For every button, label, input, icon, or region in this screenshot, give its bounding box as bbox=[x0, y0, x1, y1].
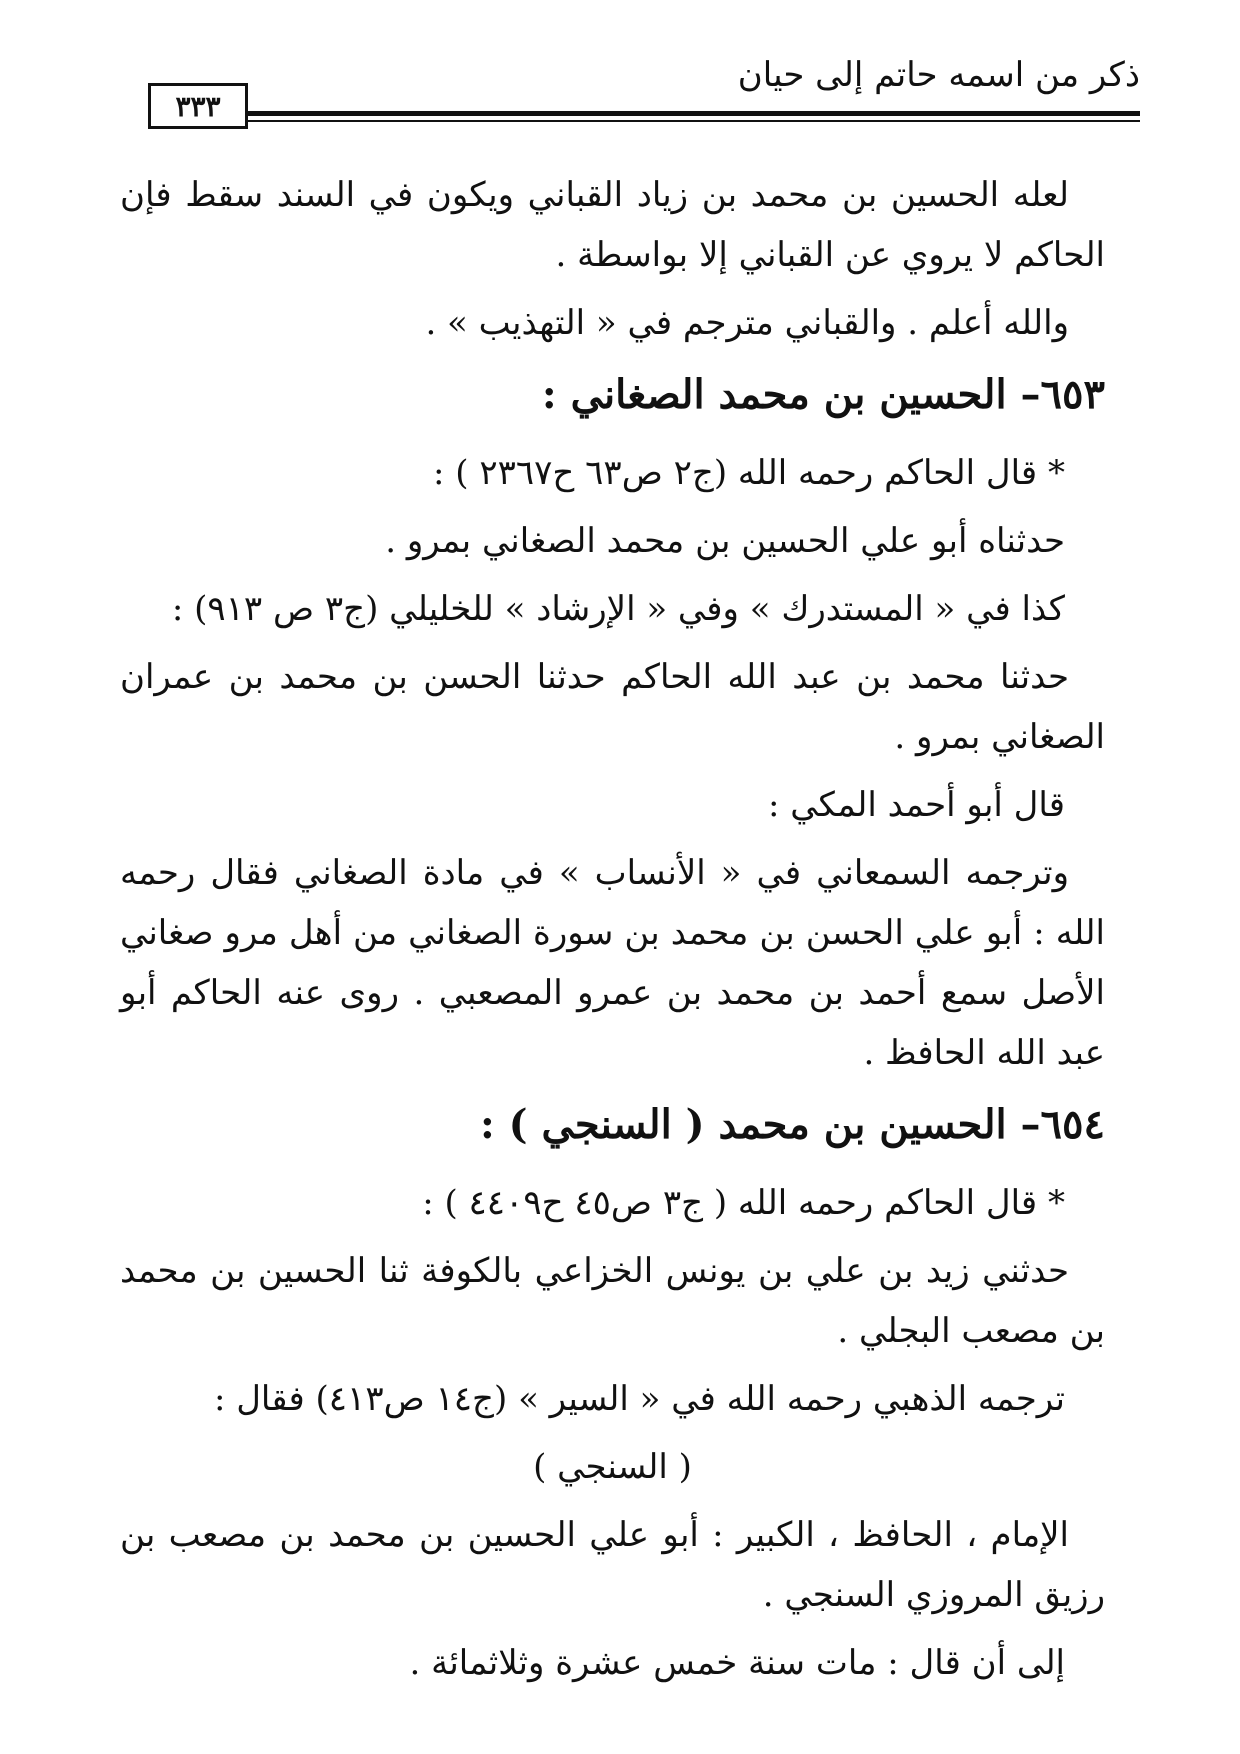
entry-654-line: الإمام ، الحافظ ، الكبير : أبو علي الحسين بن محمد بن مصعب بن رزيق المروزي السنجي . bbox=[120, 1515, 1105, 1615]
paragraph-closing: والله أعلم . والقباني مترجم في « التهذيب » . bbox=[425, 303, 1069, 343]
paragraph-intro: لعله الحسين بن محمد بن زياد القباني ويكون في السند سقط فإن الحاكم لا يروي عن القباني إلا بواسطة . bbox=[120, 175, 1105, 275]
entry-653-line: حدثناه أبو علي الحسين بن محمد الصغاني بمرو . bbox=[385, 521, 1065, 561]
entry-653-line: حدثنا محمد بن عبد الله الحاكم حدثنا الحسن بن محمد بن عمران الصغاني بمرو . bbox=[120, 657, 1105, 757]
entry-654-line: حدثني زيد بن علي بن يونس الخزاعي بالكوفة ثنا الحسين بن محمد بن مصعب البجلي . bbox=[120, 1251, 1105, 1351]
entry-653-heading: ٦٥٣– الحسين بن محمد الصغاني : bbox=[541, 371, 1105, 418]
entry-654-heading: ٦٥٤– الحسين بن محمد ( السنجي ) : bbox=[479, 1101, 1105, 1148]
entry-654-line: ترجمه الذهبي رحمه الله في « السير » (ج١٤ ص٤١٣) فقال : bbox=[213, 1379, 1065, 1419]
entry-654-line: ( السنجي ) bbox=[533, 1447, 692, 1487]
entry-654-line: إلى أن قال : مات سنة خمس عشرة وثلاثمائة . bbox=[409, 1643, 1065, 1683]
page-number: ٣٣٣ bbox=[148, 83, 248, 129]
page-body bbox=[120, 165, 1105, 1701]
page-header bbox=[130, 55, 1140, 135]
running-title: ذكر من اسمه حاتم إلى حيان bbox=[737, 55, 1140, 95]
entry-653-line: وترجمه السمعاني في « الأنساب » في مادة الصغاني فقال رحمه الله : أبو علي الحسن بن محمد بن سورة الصغاني من أهل مرو صغاني الأصل سمع أحمد بن محمد بن عمرو المصعبي . روى عنه الحاكم أبو عبد الله الحافظ . bbox=[120, 853, 1105, 1073]
header-rule-thin bbox=[248, 120, 1140, 122]
header-rule-thick bbox=[248, 111, 1140, 116]
entry-653-line: كذا في « المستدرك » وفي « الإرشاد » للخليلي (ج٣ ص ٩١٣) : bbox=[171, 589, 1065, 629]
entry-654-line: * قال الحاكم رحمه الله ( ج٣ ص٤٥ ح٤٤٠٩ ) : bbox=[422, 1183, 1065, 1223]
entry-653-line: * قال الحاكم رحمه الله (ج٢ ص٦٣ ح٢٣٦٧ ) : bbox=[433, 453, 1065, 493]
entry-653-line: قال أبو أحمد المكي : bbox=[767, 785, 1065, 825]
